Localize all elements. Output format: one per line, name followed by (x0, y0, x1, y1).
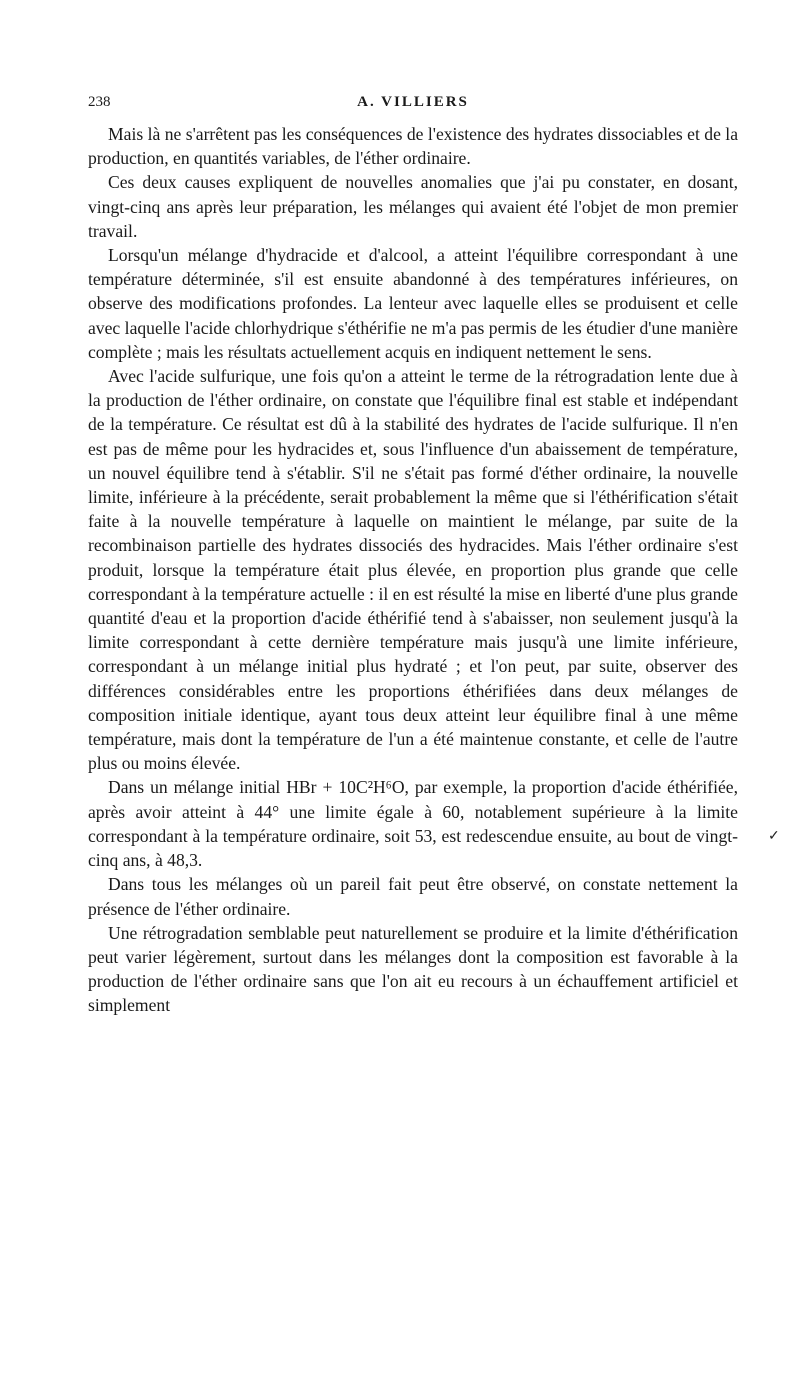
margin-mark: ✓ (768, 829, 780, 844)
running-head (88, 92, 738, 118)
paragraph: Lorsqu'un mélange d'hydracide et d'alcool, a atteint l'équilibre correspondant à une température déterminée, s'il est ensuite abandonné à des températures inférieures, on observe des modifications profondes. La lenteur avec laquelle elles se produisent et celle avec laquelle l'acide chlorhydrique s'éthérifie ne m'a pas permis de les étudier d'une manière complète ; mais les résultats actuellement acquis en indiquent nettement le sens. (88, 245, 738, 362)
paragraph: Dans un mélange initial HBr + 10C²H⁶O, par exemple, la proportion d'acide éthérifiée, après avoir atteint à 44° une limite égale à 60, notablement supérieure à la limite correspondant à la température ordinaire, soit 53, est redescendue ensuite, au bout de vingt-cinq ans, à 48,3. (88, 777, 738, 871)
running-title: A. VILLIERS (357, 94, 469, 110)
page-number: 238 (88, 94, 111, 110)
paragraph: Une rétrogradation semblable peut naturellement se produire et la limite d'éthérification peut varier légèrement, surtout dans les mélanges dont la composition est favorable à la production de l'éther ordinaire sans que l'on ait eu recours à un échauffement artificiel et simplement (88, 922, 738, 1016)
paragraph: Mais là ne s'arrêtent pas les conséquences de l'existence des hydrates dissociables et de la production, en quantités variables, de l'éther ordinaire. (88, 124, 738, 169)
body-text (88, 122, 738, 1018)
paragraph: Avec l'acide sulfurique, une fois qu'on a atteint le terme de la rétrogradation lente due à la production de l'éther ordinaire, on constate que l'équilibre final est stable et indépendant de la température. Ce résultat est dû à la stabilité des hydrates de l'acide sulfurique. Il n'en est pas de même pour les hydracides et, sous l'influence d'un abaissement de température, un nouvel équilibre tend à s'établir. S'il ne s'était pas formé d'éther ordinaire, la nouvelle limite, inférieure à la précédente, serait probablement la même que si l'éthérification s'était faite à la nouvelle température à laquelle on maintient le mélange, par suite de la recombinaison partielle des hydrates dissociés des hydracides. Mais l'éther ordinaire s'est produit, lorsque la température était plus élevée, en proportion plus grande que celle correspondant à la température actuelle : il en est résulté la mise en liberté d'une plus grande quantité d'eau et la proportion d'acide éthérifié tend à s'abaisser, non seulement jusqu'à la limite correspondant à cette dernière température mais jusqu'à une limite inférieure, correspondant à un mélange initial plus hydraté ; et l'on peut, par suite, observer des différences considérables entre les proportions éthérifiées dans deux mélanges de composition initiale identique, ayant tous deux atteint leur équilibre final à une même température, mais dont la température de l'un a été maintenue constante, et celle de l'autre plus ou moins élevée. (88, 366, 738, 774)
paragraph: Ces deux causes expliquent de nouvelles anomalies que j'ai pu constater, en dosant, vingt-cinq ans après leur préparation, les mélanges qui avaient été l'objet de mon premier travail. (88, 172, 738, 241)
page (88, 92, 738, 1018)
paragraph: Dans tous les mélanges où un pareil fait peut être observé, on constate nettement la présence de l'éther ordinaire. (88, 874, 738, 919)
